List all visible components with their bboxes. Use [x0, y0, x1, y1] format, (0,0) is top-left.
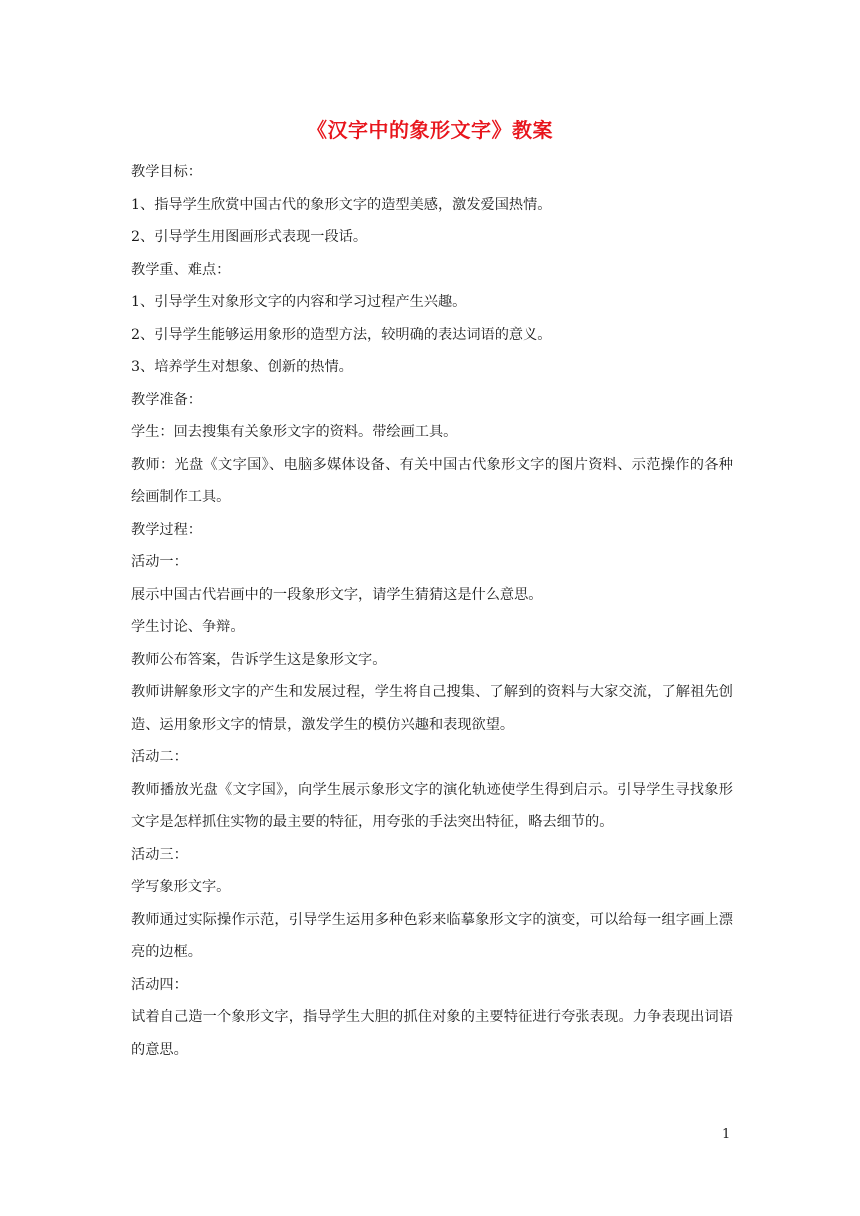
paragraph: 活动一： [131, 554, 188, 570]
paragraph: 教学目标： [131, 164, 202, 180]
paragraph: 教学过程： [131, 521, 202, 538]
paragraph: 教师公布答案，告诉学生这是象形文字。 [131, 651, 387, 668]
paragraph: 活动四： [131, 976, 188, 993]
page-number: 1 [722, 1127, 731, 1142]
document-title: 《汉字中的象形文字》教案 [307, 118, 553, 142]
paragraph: 教学重、难点： [131, 261, 231, 278]
paragraph: 教师通过实际操作示范，引导学生运用多种色彩来临摹象形文字的演变，可以给每一组字画上漂亮的边框。 [131, 911, 733, 960]
paragraph: 活动二： [131, 749, 188, 765]
paragraph: 展示中国古代岩画中的一段象形文字，请学生猜猜这是什么意思。 [131, 586, 543, 603]
paragraph: 学写象形文字。 [131, 879, 231, 895]
paragraph: 试着自己造一个象形文字，指导学生大胆的抓住对象的主要特征进行夸张表现。力争表现出词语的意思。 [131, 1009, 733, 1058]
paragraph: 1、指导学生欣赏中国古代的象形文字的造型美感，激发爱国热情。 [131, 196, 552, 213]
paragraph: 2、引导学生能够运用象形的造型方法，较明确的表达词语的意义。 [131, 326, 552, 343]
paragraph: 教师：光盘《文字国》、电脑多媒体设备、有关中国古代象形文字的图片资料、示范操作的各种绘画制作工具。 [131, 456, 733, 505]
paragraph: 学生：回去搜集有关象形文字的资料。带绘画工具。 [131, 424, 458, 440]
paragraph: 活动三： [131, 846, 188, 863]
document-body [131, 156, 733, 1066]
paragraph: 教学准备： [131, 391, 202, 408]
paragraph: 2、引导学生用图画形式表现一段话。 [131, 229, 368, 245]
paragraph: 教师讲解象形文字的产生和发展过程，学生将自己搜集、了解到的资料与大家交流，了解祖先创造、运用象形文字的情景，激发学生的模仿兴趣和表现欲望。 [131, 684, 733, 733]
paragraph: 教师播放光盘《文字国》，向学生展示象形文字的演化轨迹使学生得到启示。引导学生寻找象形文字是怎样抓住实物的最主要的特征，用夸张的手法突出特征，略去细节的。 [131, 781, 733, 830]
paragraph: 3、培养学生对想象、创新的热情。 [131, 359, 353, 375]
paragraph: 学生讨论、争辩。 [131, 619, 245, 635]
paragraph: 1、引导学生对象形文字的内容和学习过程产生兴趣。 [131, 294, 467, 310]
